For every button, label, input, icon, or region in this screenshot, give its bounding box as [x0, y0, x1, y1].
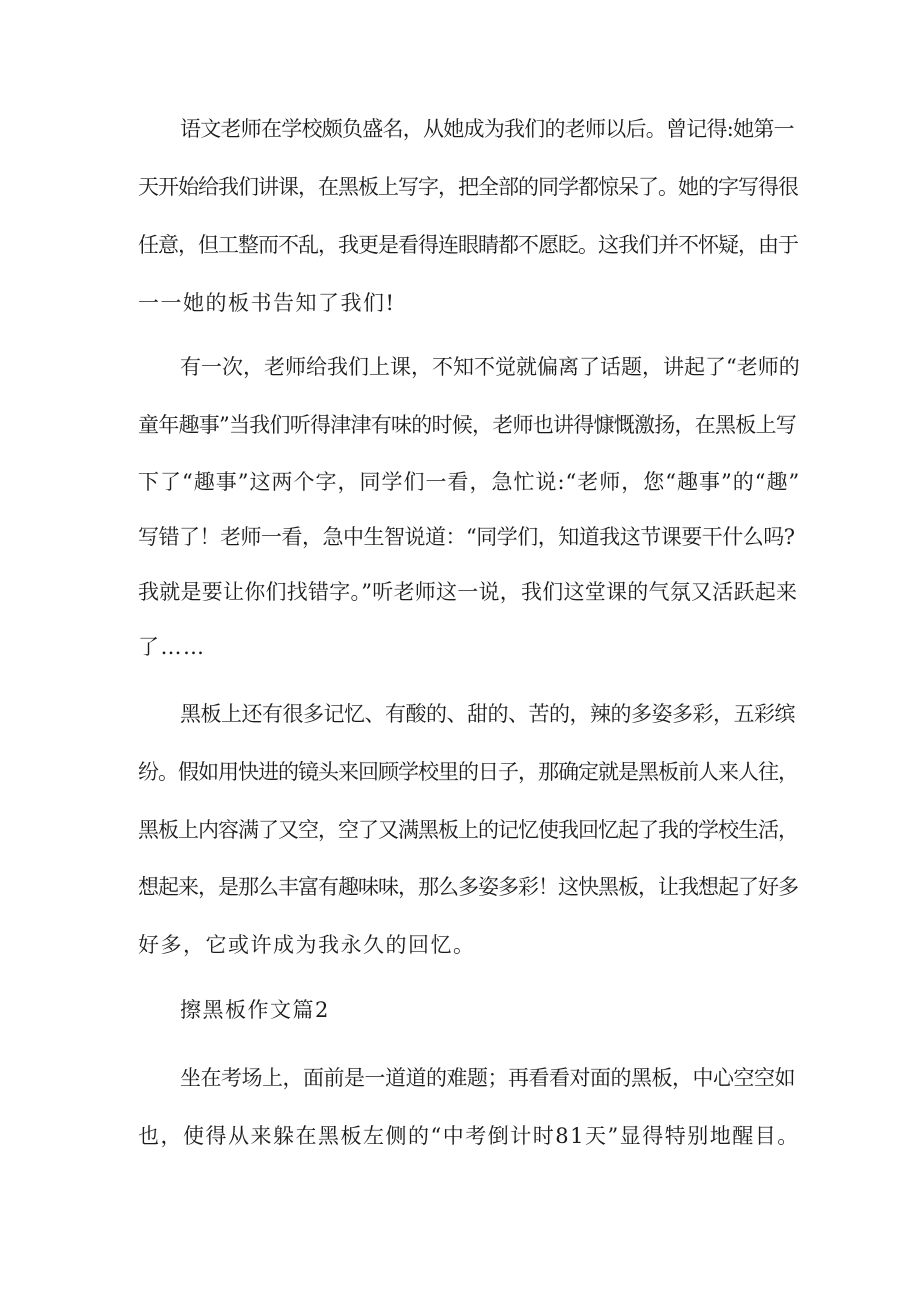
paragraph-2-line-2: 童年趣事”当我们听得津津有味的时候，老师也讲得慷慨激扬，在黑板上写 [138, 413, 796, 437]
paragraph-3-line-3: 黑板上内容满了又空，空了又满黑板上的记忆使我回忆起了我的学校生活， [138, 818, 798, 842]
paragraph-2-line-1: 有一次，老师给我们上课，不知不觉就偏离了话题，讲起了“老师的 [180, 355, 800, 379]
paragraph-1-line-1: 语文老师在学校颇负盛名，从她成为我们的老师以后。曾记得:她第一 [180, 117, 794, 141]
paragraph-4-line-2: 也，使得从来躲在黑板左侧的“中考倒计时81天”显得特别地醒目。 [138, 1124, 800, 1148]
paragraph-1-line-2: 天开始给我们讲课，在黑板上写字，把全部的同学都惊呆了。她的字写得很 [138, 175, 798, 199]
paragraph-3-line-4: 想起来，是那么丰富有趣味味，那么多姿多彩！这快黑板，让我想起了好多 [138, 875, 798, 899]
paragraph-1-line-3: 任意，但工整而不乱，我更是看得连眼睛都不愿眨。这我们并不怀疑，由于 [138, 233, 798, 257]
paragraph-3-line-5: 好多，它或许成为我永久的回忆。 [138, 933, 476, 957]
paragraph-2-line-5: 我就是要让你们找错字。”听老师这一说，我们这堂课的气氛又活跃起来 [138, 580, 798, 604]
paragraph-2-line-4: 写错了！老师一看，急中生智说道：“同学们，知道我这节课要干什么吗? [138, 525, 795, 549]
paragraph-2-line-6: 了…… [138, 635, 206, 659]
paragraph-3-line-1: 黑板上还有很多记忆、有酸的、甜的、苦的，辣的多姿多彩，五彩缤 [180, 702, 795, 726]
paragraph-4-line-1: 坐在考场上，面前是一道道的难题；再看看对面的黑板，中心空空如 [180, 1066, 795, 1090]
section-heading: 擦黑板作文篇2 [180, 998, 330, 1022]
paragraph-1-line-4: 一一她的板书告知了我们! [138, 291, 396, 315]
paragraph-3-line-2: 纷。假如用快进的镜头来回顾学校里的日子，那确定就是黑板前人来人往， [138, 760, 798, 784]
paragraph-2-line-3: 下了“趣事”这两个字，同学们一看，急忙说:“老师，您“趣事”的“趣” [138, 470, 801, 494]
